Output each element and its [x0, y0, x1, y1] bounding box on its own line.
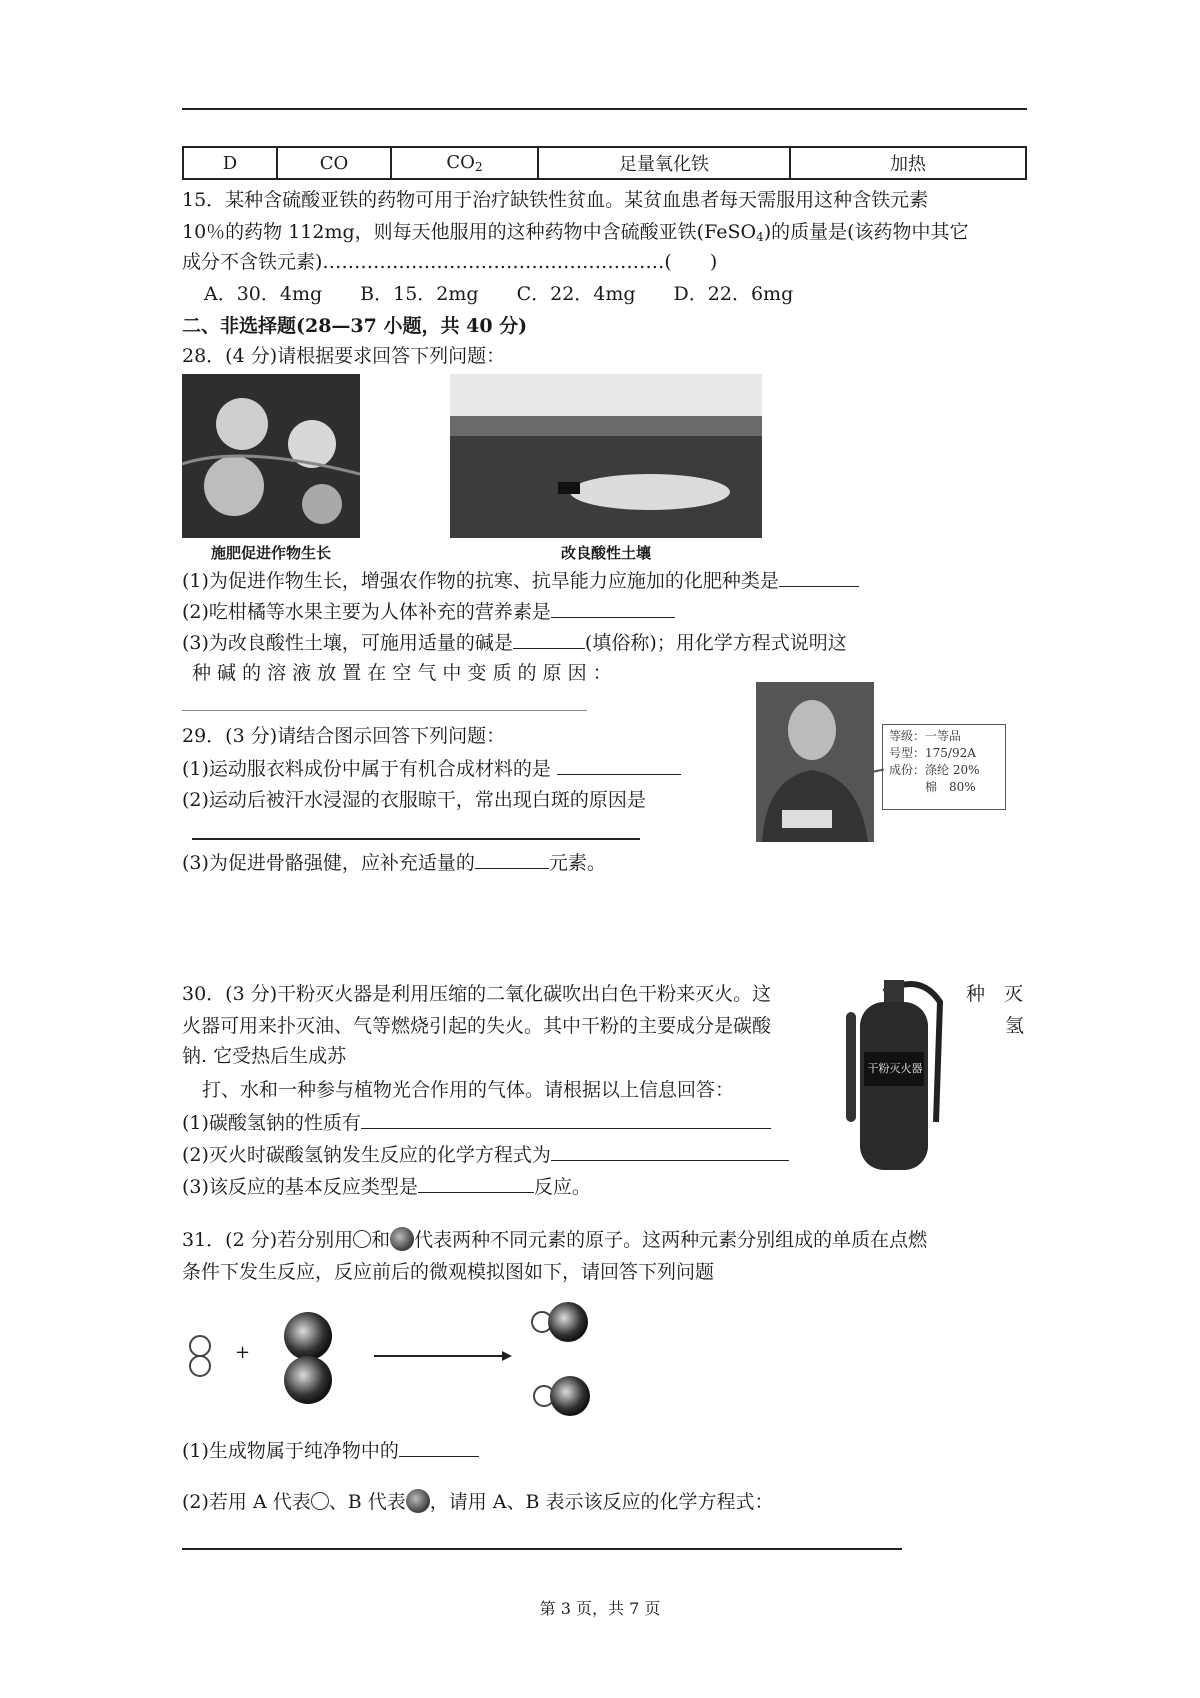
- q30-line2-right: 氢: [1005, 1015, 1025, 1037]
- q31-part2: (2)若用 A 代表 、B 代表 ，请用 A、B 表示该反应的化学方程式：: [182, 1491, 774, 1513]
- section-heading: 二、非选择题(28—37 小题，共 40 分): [182, 315, 528, 337]
- q28-part1: (1)为促进作物生长，增强农作物的抗寒、抗旱能力应施加的化肥种类是: [182, 566, 859, 595]
- q30-line4: 打、水和一种参与植物光合作用的气体。请根据以上信息回答：: [202, 1079, 735, 1101]
- table-cell: $CO_2$: [391, 147, 538, 179]
- clothing-tag: [882, 724, 1006, 810]
- q31-line2: 条件下发生反应，反应前后的微观模拟图如下，请回答下列问题: [182, 1261, 715, 1283]
- answer-blank[interactable]: [192, 838, 640, 840]
- answer-blank[interactable]: [557, 754, 681, 775]
- q28-part3-cont: 种 碱 的 溶 液 放 置 在 空 气 中 变 质 的 原 因 ：: [192, 662, 612, 684]
- answer-blank[interactable]: [399, 1436, 479, 1457]
- q29-part3: (3)为促进骨骼强健，应补充适量的 元素。: [182, 848, 606, 877]
- answer-blank[interactable]: [551, 1140, 789, 1161]
- fire-extinguisher: [840, 972, 950, 1172]
- answer-blank[interactable]: [418, 1172, 534, 1193]
- athlete-image: [756, 682, 874, 842]
- answer-blank[interactable]: [779, 566, 859, 587]
- athlete-photo: [756, 682, 874, 842]
- q15-line3: 成分不含铁元素)………………………………………………( ): [182, 251, 718, 273]
- field-photo: [450, 374, 762, 538]
- table-cell: 加热: [790, 147, 1026, 179]
- q15-line2: 10％的药物 112mg，则每天他服用的这种药物中含硫酸亚铁(FeSO$_4$)的质量是(该药物中其它: [182, 221, 969, 244]
- tag-cotton: 棉 80%: [925, 780, 976, 794]
- q15-options: A．30．4mg B．15．2mg C．22．4mg D．22．6mg: [204, 283, 794, 305]
- answer-blank[interactable]: [551, 597, 675, 618]
- header-rule: [182, 108, 1027, 110]
- q30-line2: 火器可用来扑灭油、气等燃烧引起的失火。其中干粉的主要成分是碳酸: [182, 1015, 772, 1037]
- table-cell: 足量氧化铁: [538, 147, 790, 179]
- q31-line1: 31．(2 分)若分别用 和 代表两种不同元素的原子。这两种元素分别组成的单质在点燃: [182, 1229, 928, 1251]
- q30-part2: (2)灭火时碳酸氢钠发生反应的化学方程式为: [182, 1140, 789, 1169]
- plus-sign: +: [235, 1342, 251, 1363]
- q30-line1: 30．(3 分)干粉灭火器是利用压缩的二氧化碳吹出白色干粉来灭火。这: [182, 983, 772, 1005]
- q29-part1: (1)运动服衣料成份中属于有机合成材料的是: [182, 754, 681, 783]
- photo-caption: 施肥促进作物生长: [210, 544, 331, 562]
- q28-part3: (3)为改良酸性土壤，可施用适量的碱是 (填俗称)；用化学方程式说明这: [182, 628, 847, 657]
- white-atom-icon: [311, 1492, 329, 1510]
- dark-atom-icon: [390, 1227, 414, 1251]
- q31-part1: (1)生成物属于纯净物中的: [182, 1436, 479, 1465]
- answer-blank[interactable]: [182, 710, 587, 711]
- tag-grade: 等级：一等品: [889, 729, 962, 743]
- table-cell: D: [183, 147, 277, 179]
- reaction-diagram: [182, 1300, 622, 1420]
- answer-blank[interactable]: [182, 1548, 902, 1550]
- option-table: [182, 146, 1027, 180]
- q30-part3: (3)该反应的基本反应类型是 反应。: [182, 1172, 591, 1201]
- photo-caption: 改良酸性土壤: [560, 544, 651, 562]
- q30-part1: (1)碳酸氢钠的性质有: [182, 1108, 771, 1137]
- q15-line1: 15．某种含硫酸亚铁的药物可用于治疗缺铁性贫血。某贫血患者每天需服用这种含铁元素: [182, 189, 929, 211]
- dark-atom-icon: [406, 1489, 430, 1513]
- q30-line1-right: 种 灭: [966, 983, 1024, 1005]
- table-row: [183, 147, 1026, 179]
- tag-composition: 成份：涤纶 20%: [889, 763, 980, 777]
- extinguisher-label: 干粉灭火器: [867, 1062, 923, 1075]
- answer-blank[interactable]: [361, 1108, 771, 1129]
- q28-title: 28．(4 分)请根据要求回答下列问题：: [182, 345, 506, 367]
- tag-size: 号型：175/92A: [889, 746, 976, 760]
- answer-blank[interactable]: [513, 628, 585, 649]
- q30-line3: 钠. 它受热后生成苏: [182, 1045, 347, 1067]
- answer-blank[interactable]: [475, 848, 549, 869]
- q29-title: 29．(3 分)请结合图示回答下列问题：: [182, 725, 506, 747]
- q29-part2: (2)运动后被汗水浸湿的衣服晾干，常出现白斑的原因是: [182, 789, 646, 811]
- q28-part2: (2)吃柑橘等水果主要为人体补充的营养素是: [182, 597, 675, 626]
- field-image: [450, 374, 762, 538]
- fruit-photo: [182, 374, 360, 538]
- white-atom-icon: [353, 1230, 371, 1248]
- table-cell: CO: [277, 147, 391, 179]
- page-footer: 第 3 页，共 7 页: [539, 1599, 661, 1618]
- fruit-image: [182, 374, 360, 538]
